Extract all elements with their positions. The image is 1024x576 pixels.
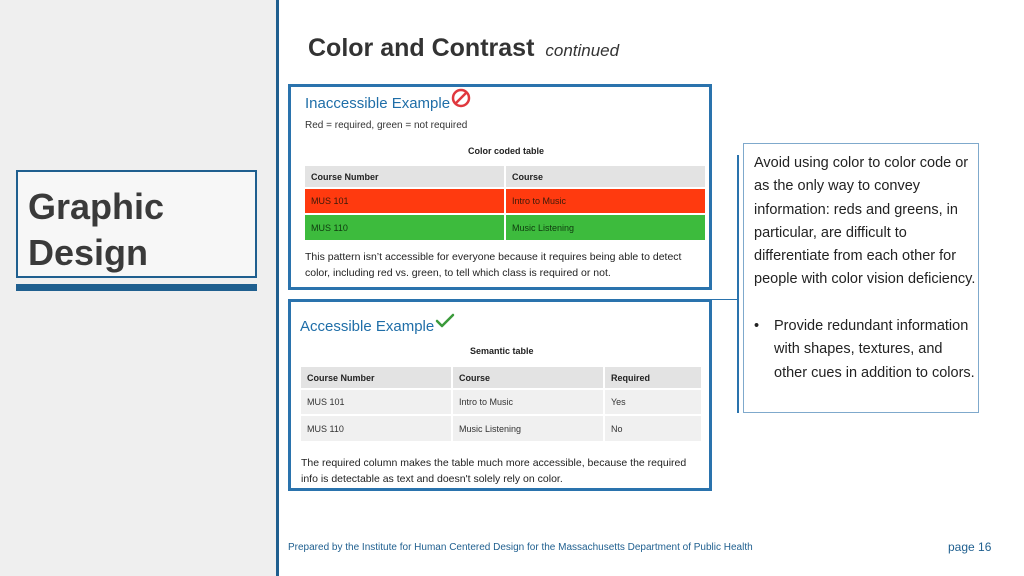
table-cell: Yes: [604, 389, 702, 415]
table-cell: Intro to Music: [505, 188, 706, 214]
callout-connector: [712, 299, 738, 300]
table-cell: MUS 101: [305, 188, 505, 214]
accessible-description: The required column makes the table much more accessible, because the required info is detectable as text and doesn't solely rely on color.: [301, 457, 687, 485]
table-header-row: [301, 367, 702, 389]
color-coded-table-caption: Color coded table: [468, 146, 545, 156]
table-row: [305, 214, 706, 240]
table-row: [301, 389, 702, 415]
color-legend: Red = required, green = not required: [305, 120, 468, 131]
callout-bar: [737, 155, 739, 413]
slide-title-main: Color and Contrast: [308, 34, 535, 62]
page-number: page 16: [948, 540, 992, 554]
slide-title: [308, 34, 619, 63]
accessible-example-panel: [288, 299, 712, 491]
footer-credit: Prepared by the Institute for Human Centered Design for the Massachusetts Department of Public Health: [288, 542, 753, 553]
callout-bullet: [754, 315, 976, 385]
table-cell: MUS 101: [301, 389, 452, 415]
callout-note: [743, 143, 979, 413]
accessible-example-heading: Accessible Example: [300, 318, 435, 335]
table-header-row: [305, 166, 706, 188]
column-header: Course: [505, 166, 706, 188]
section-label-box: [16, 170, 257, 278]
column-header: Course: [452, 367, 604, 389]
table-cell: Music Listening: [452, 415, 604, 441]
inaccessible-example-panel: [288, 84, 712, 290]
inaccessible-example-heading: Inaccessible Example: [305, 95, 451, 112]
color-coded-table: [305, 166, 707, 240]
column-header: Course Number: [301, 367, 452, 389]
callout-bullet-text: Provide redundant information with shapes, textures, and other cues in addition to colors.: [774, 318, 975, 381]
callout-text: Avoid using color to color code or as the only way to convey information: reds and greens, in particular, are difficult to differentiate from each other for people with color vision deficiency.: [754, 155, 976, 288]
semantic-table: [301, 367, 703, 441]
table-cell: No: [604, 415, 702, 441]
column-header: Required: [604, 367, 702, 389]
table-row: [301, 415, 702, 441]
section-underline: [16, 284, 257, 291]
table-row: [305, 188, 706, 214]
semantic-table-caption: Semantic table: [470, 346, 534, 356]
slide-title-continued: continued: [545, 41, 620, 60]
section-title: Graphic Design: [28, 186, 165, 273]
inaccessible-description: This pattern isn’t accessible for everyone because it requires being able to detect color, including red vs. green, to tell which class is required or not.: [305, 251, 682, 279]
table-cell: MUS 110: [305, 214, 505, 240]
checkmark-icon: [435, 312, 455, 330]
table-cell: Music Listening: [505, 214, 706, 240]
bullet-dot: •: [754, 318, 760, 334]
table-cell: Intro to Music: [452, 389, 604, 415]
vertical-divider: [276, 0, 279, 576]
column-header: Course Number: [305, 166, 505, 188]
table-cell: MUS 110: [301, 415, 452, 441]
prohibited-icon: [451, 88, 471, 108]
